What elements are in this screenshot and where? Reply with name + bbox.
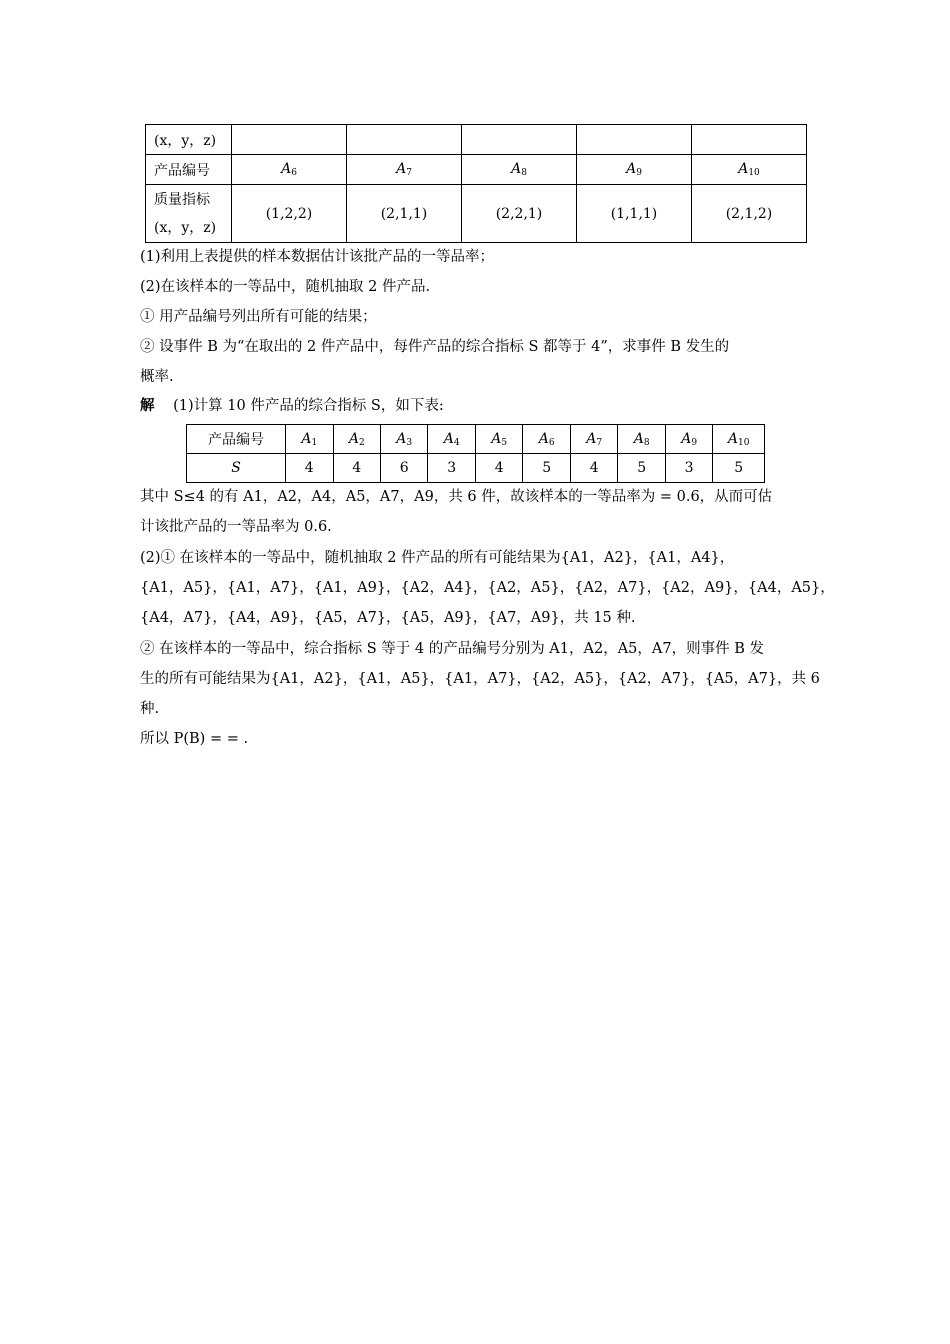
code-cell: $A_7$: [570, 425, 617, 454]
s-value-cell: 6: [380, 454, 427, 483]
table-cell: [347, 125, 462, 155]
value-cell: (1,2,2): [232, 185, 347, 243]
row-label-code: 产品编号: [146, 155, 232, 185]
s-value-cell: 5: [523, 454, 570, 483]
s-value-cell: 4: [570, 454, 617, 483]
table-row: [146, 125, 807, 155]
row-label-s: S: [187, 454, 286, 483]
quality-table: [145, 124, 807, 243]
code-cell: $A_9$: [577, 155, 692, 185]
code-cell: $A_5$: [475, 425, 522, 454]
table-cell: [462, 125, 577, 155]
question-2-2: ② 设事件 B 为“在取出的 2 件产品中，每件产品的综合指标 S 都等于 4”，求事件 B 发生的: [140, 339, 730, 355]
table-row: [187, 425, 765, 454]
value-cell: (1,1,1): [577, 185, 692, 243]
solution-intro: (1)计算 10 件产品的综合指标 S，如下表:: [173, 398, 444, 414]
s-value-cell: 4: [333, 454, 380, 483]
code-cell: $A_7$: [347, 155, 462, 185]
solution-conclusion: 所以 P(B) = = .: [140, 731, 249, 747]
code-cell: $A_{10}$: [692, 155, 807, 185]
table-row: [187, 454, 765, 483]
code-cell: $A_8$: [618, 425, 665, 454]
solution-paragraph: {A1，A5}，{A1，A7}，{A1，A9}，{A2，A4}，{A2，A5}，{A2，A7}，{A2，A9}，{A4，A5}，: [140, 580, 835, 596]
code-cell: $A_3$: [380, 425, 427, 454]
code-cell: $A_2$: [333, 425, 380, 454]
solution-paragraph: (2)① 在该样本的一等品中，随机抽取 2 件产品的所有可能结果为{A1，A2}，{A1，A4}，: [140, 550, 735, 566]
solution-paragraph: ② 在该样本的一等品中，综合指标 S 等于 4 的产品编号分别为 A1，A2，A5，A7，则事件 B 发: [140, 641, 764, 657]
question-2-1: ① 用产品编号列出所有可能的结果；: [140, 309, 377, 325]
table-row: [146, 185, 807, 243]
solution-intro-line: [140, 396, 444, 416]
s-value-cell: 4: [475, 454, 522, 483]
solution-paragraph: 计该批产品的一等品率为 0.6.: [140, 519, 332, 535]
table-cell: [692, 125, 807, 155]
row-label-xyz: (x，y，z): [146, 125, 232, 155]
solution-paragraph: {A4，A7}，{A4，A9}，{A5，A7}，{A5，A9}，{A7，A9}，共 15 种.: [140, 610, 636, 626]
question-1: (1)利用上表提供的样本数据估计该批产品的一等品率；: [140, 249, 495, 265]
value-cell: (2,1,1): [347, 185, 462, 243]
solution-paragraph: 其中 S≤4 的有 A1，A2，A4，A5，A7，A9，共 6 件，故该样本的一等品率为 = 0.6，从而可估: [140, 489, 773, 505]
table-cell: [232, 125, 347, 155]
table-row: [146, 155, 807, 185]
s-value-cell: 4: [286, 454, 333, 483]
s-value-cell: 5: [618, 454, 665, 483]
s-value-cell: 3: [428, 454, 475, 483]
question-2: (2)在该样本的一等品中，随机抽取 2 件产品.: [140, 279, 431, 295]
s-value-cell: 3: [665, 454, 712, 483]
question-2-2-cont: 概率.: [140, 369, 174, 385]
s-table: [186, 424, 765, 483]
code-cell: $A_6$: [523, 425, 570, 454]
s-value-cell: 5: [713, 454, 765, 483]
solution-paragraph: 种.: [140, 701, 160, 717]
solution-label: 解: [140, 397, 155, 414]
solution-paragraph: 生的所有可能结果为{A1，A2}，{A1，A5}，{A1，A7}，{A2，A5}，{A2，A7}，{A5，A7}，共 6: [140, 671, 820, 687]
header-label: 产品编号: [187, 425, 286, 454]
code-cell: $A_1$: [286, 425, 333, 454]
value-cell: (2,1,2): [692, 185, 807, 243]
code-cell: $A_9$: [665, 425, 712, 454]
table-cell: [577, 125, 692, 155]
code-cell: $A_{10}$: [713, 425, 765, 454]
code-cell: $A_4$: [428, 425, 475, 454]
row-label-quality: 质量指标 (x，y，z): [146, 185, 232, 243]
code-cell: $A_6$: [232, 155, 347, 185]
value-cell: (2,2,1): [462, 185, 577, 243]
code-cell: $A_8$: [462, 155, 577, 185]
